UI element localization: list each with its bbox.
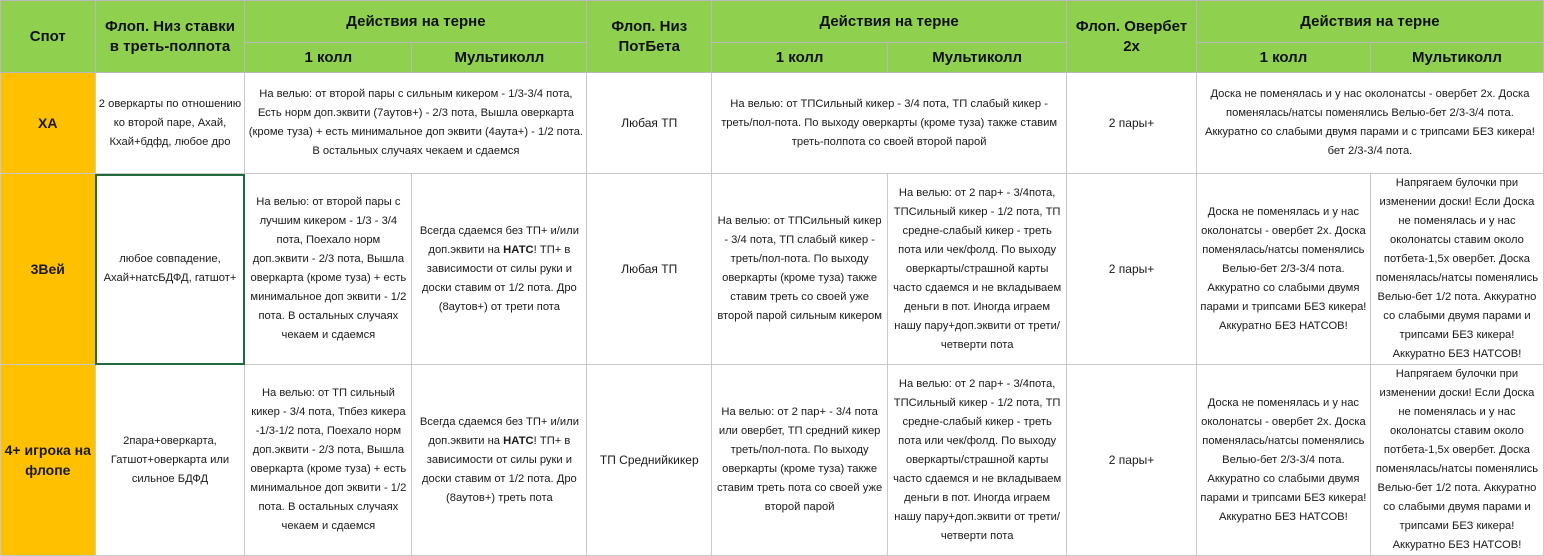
turn-2-multi-cell[interactable]: На велью: от 2 пар+ - 3/4пота, ТПСильный кикер - 1/2 пота, ТП средне-слабый кикер - треть пота или чек/фолд. По выходу оверкарты/страшной карты часто сдаемся и не вкладываем деньги в пот. Иногда играем нашу пару+доп.эквити от трети/четверти пота <box>888 174 1067 365</box>
flop-overbet-cell[interactable]: 2 пары+ <box>1067 174 1197 365</box>
table-row-4plus <box>1 365 1544 556</box>
header-one-call-1[interactable]: 1 колл <box>245 43 412 73</box>
turn-3-call-cell[interactable]: Доска не поменялась и у нас околонатсы - овербет 2х. Доска поменялась/натсы поменялись Велью-бет 2/3-3/4 пота. Аккуратно со слабыми двумя парами и трипсами БЕЗ кикера! Аккуратно БЕЗ НАТСОВ! <box>1196 174 1370 365</box>
header-one-call-2[interactable]: 1 колл <box>712 43 888 73</box>
header-multicall-1[interactable]: Мультиколл <box>412 43 587 73</box>
header-flop-low-potbet[interactable]: Флоп. Низ ПотБета <box>587 1 712 73</box>
header-one-call-3[interactable]: 1 колл <box>1196 43 1370 73</box>
turn-1-multi-text-pre: Всегда сдаемся без ТП+ и/или доп.эквити на <box>419 224 579 256</box>
header-flop-low-bet[interactable]: Флоп. Низ ставки в треть-полпота <box>95 1 245 73</box>
turn-1-multi-text-bold: НАТС <box>503 243 534 256</box>
flop-potbet-cell[interactable]: ТП Среднийкикер <box>587 365 712 556</box>
flop-overbet-cell[interactable]: 2 пары+ <box>1067 365 1197 556</box>
flop-low-bet-cell[interactable]: 2пара+оверкарта, Гатшот+оверкарта или сильное БДФД <box>95 365 245 556</box>
spot-cell[interactable]: ХА <box>1 73 96 174</box>
turn-2-multi-cell[interactable]: На велью: от 2 пар+ - 3/4пота, ТПСильный кикер - 1/2 пота, ТП средне-слабый кикер - треть пота или чек/фолд. По выходу оверкарты/страшной карты часто сдаемся и не вкладываем деньги в пот. Иногда играем нашу пару+доп.эквити от трети/четверти пота <box>888 365 1067 556</box>
header-turn-actions-2[interactable]: Действия на терне <box>712 1 1067 43</box>
flop-low-bet-cell[interactable]: любое совпадение, Ахай+натсБДФД, гатшот+ <box>95 174 245 365</box>
turn-1-multi-text-post: ! ТП+ в зависимости от силы руки и доски ставим от 1/2 пота. Дро (8аутов+) от трети пота <box>422 243 577 313</box>
turn-2-call-cell[interactable]: На велью: от ТПСильный кикер - 3/4 пота, ТП слабый кикер - треть/пол-пота. По выходу оверкарты (кроме туза) также ставим треть со своей уже второй парой сильным кикером <box>712 174 888 365</box>
turn-3-call-cell[interactable]: Доска не поменялась и у нас околонатсы - овербет 2х. Доска поменялась/натсы поменялись Велью-бет 2/3-3/4 пота. Аккуратно со слабыми двумя парами и трипсами БЕЗ кикера! Аккуратно БЕЗ НАТСОВ! <box>1196 365 1370 556</box>
turn-1-call-cell[interactable]: На велью: от ТП сильный кикер - 3/4 пота, Тпбез кикера -1/3-1/2 пота, Поехало норм доп.эквити - 2/3 пота, Вышла оверкарта (кроме туза) + есть минимальное доп эквити - 1/2 пота. В остальных случаях чекаем и сдаемся <box>245 365 412 556</box>
header-multicall-3[interactable]: Мультиколл <box>1370 43 1543 73</box>
header-turn-actions-1[interactable]: Действия на терне <box>245 1 587 43</box>
turn-1-multi-text-bold: НАТС <box>503 434 534 447</box>
table-row-3way <box>1 174 1544 365</box>
header-flop-overbet[interactable]: Флоп. Овербет 2х <box>1067 1 1197 73</box>
header-row-top <box>1 1 1544 43</box>
flop-overbet-cell[interactable]: 2 пары+ <box>1067 73 1197 174</box>
turn-1-multi-cell[interactable] <box>412 365 587 556</box>
spot-cell[interactable]: 4+ игрока на флопе <box>1 365 96 556</box>
table-row-xa <box>1 73 1544 174</box>
turn-1-merged-cell[interactable]: На велью: от второй пары с сильным кикером - 1/3-3/4 пота, Есть норм доп.эквити (7аутов+) - 2/3 пота, Вышла оверкарта (кроме туза) + есть минимальное доп эквити (4аута+) - 1/2 пота. В остальных случаях чекаем и сдаемся <box>245 73 587 174</box>
turn-1-multi-text-post: ! ТП+ в зависимости от силы руки и доски ставим от 1/2 пота. Дро (8аутов+) треть пота <box>422 434 577 504</box>
spot-cell[interactable]: 3Вей <box>1 174 96 365</box>
turn-2-merged-cell[interactable]: На велью: от ТПСильный кикер - 3/4 пота, ТП слабый кикер - треть/пол-пота. По выходу оверкарты (кроме туза) также ставим треть-полпота со своей второй парой <box>712 73 1067 174</box>
turn-2-call-cell[interactable]: На велью: от 2 пар+ - 3/4 пота или овербет, ТП средний кикер треть/пол-пота. По выходу оверкарты (кроме туза) также ставим треть пота со своей уже второй парой <box>712 365 888 556</box>
turn-1-call-cell[interactable]: На велью: от второй пары с лучшим кикером - 1/3 - 3/4 пота, Поехало норм доп.эквити - 2/3 пота, Вышла оверкарта (кроме туза) + есть минимальное доп эквити - 1/2 пота. В остальных случаях чекаем и сдаемся <box>245 174 412 365</box>
turn-3-multi-cell[interactable]: Напрягаем булочки при изменении доски! Если Доска не поменялась и у нас околонатсы ставим около потбета-1,5х овербет. Доска поменялась/натсы поменялись Велью-бет 1/2 пота. Аккуратно со слабыми двумя парами и трипсами БЕЗ кикера! Аккуратно БЕЗ НАТСОВ! <box>1370 365 1543 556</box>
turn-3-multi-cell[interactable]: Напрягаем булочки при изменении доски! Если Доска не поменялась и у нас околонатсы ставим около потбета-1,5х овербет. Доска поменялась/натсы поменялись Велью-бет 1/2 пота. Аккуратно со слабыми двумя парами и трипсами БЕЗ кикера! Аккуратно БЕЗ НАТСОВ! <box>1370 174 1543 365</box>
header-multicall-2[interactable]: Мультиколл <box>888 43 1067 73</box>
flop-potbet-cell[interactable]: Любая ТП <box>587 174 712 365</box>
flop-low-bet-cell[interactable]: 2 оверкарты по отношению ко второй паре, Ахай, Кхай+бдфд, любое дро <box>95 73 245 174</box>
turn-3-merged-cell[interactable]: Доска не поменялась и у нас околонатсы - овербет 2х. Доска поменялась/натсы поменялись Велью-бет 2/3-3/4 пота. Аккуратно со слабыми двумя парами и с трипсами БЕЗ кикера! бет 2/3-3/4 пота. <box>1196 73 1543 174</box>
header-turn-actions-3[interactable]: Действия на терне <box>1196 1 1543 43</box>
turn-1-multi-cell[interactable] <box>412 174 587 365</box>
header-spot[interactable]: Спот <box>1 1 96 73</box>
flop-potbet-cell[interactable]: Любая ТП <box>587 73 712 174</box>
turn-1-multi-text-pre: Всегда сдаемся без ТП+ и/или доп.эквити на <box>419 415 579 447</box>
